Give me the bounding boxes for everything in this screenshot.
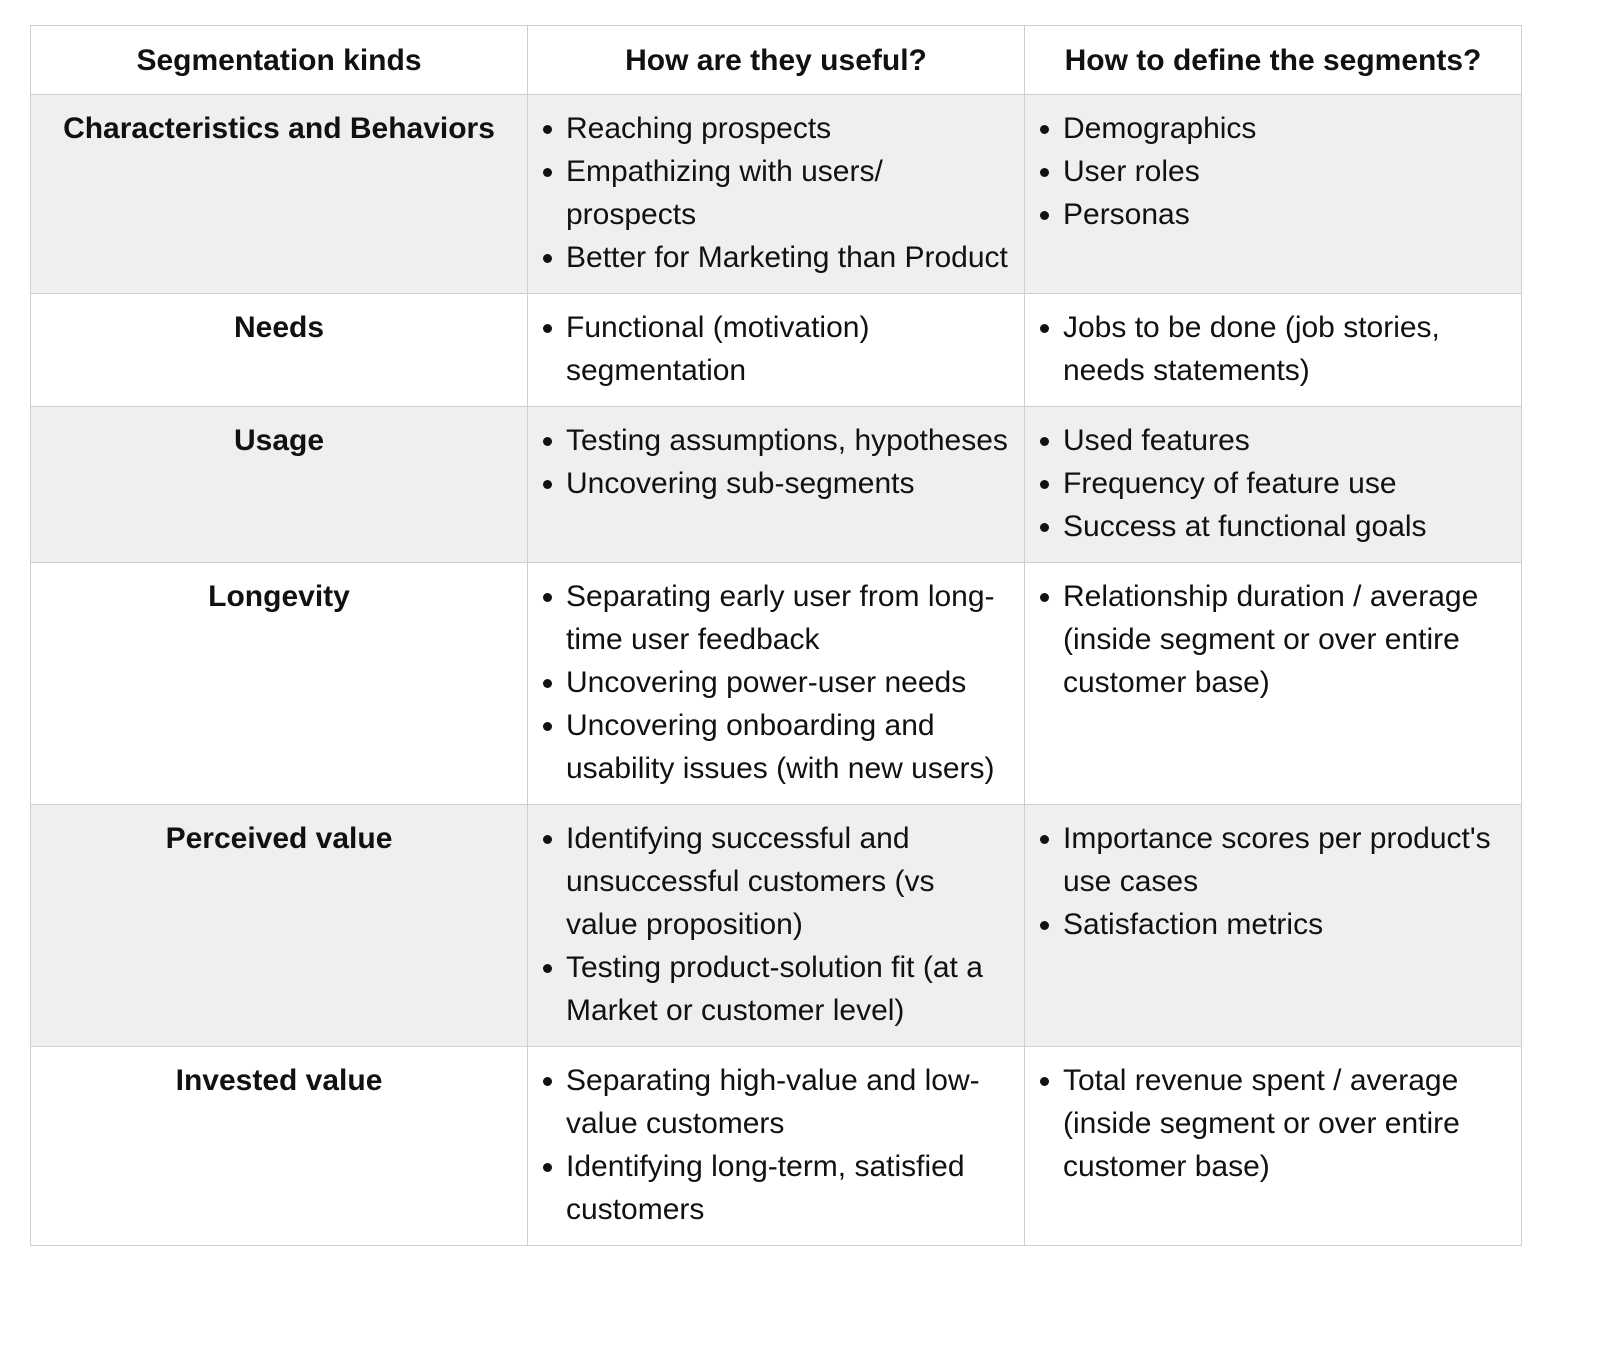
list-item: Total revenue spent / average (inside segment or over entire customer base) bbox=[1035, 1059, 1511, 1188]
list-item: Functional (motivation) segmentation bbox=[538, 306, 1014, 392]
useful-list bbox=[538, 419, 1014, 505]
segmentation-table-container bbox=[30, 25, 1521, 1246]
define-list bbox=[1035, 575, 1511, 704]
list-item: Reaching prospects bbox=[538, 107, 1014, 150]
list-item: Satisfaction metrics bbox=[1035, 903, 1511, 946]
header-how-useful: How are they useful? bbox=[528, 26, 1025, 95]
list-item: Importance scores per product's use cases bbox=[1035, 817, 1511, 903]
table-row bbox=[31, 407, 1522, 563]
useful-cell bbox=[528, 294, 1025, 407]
useful-list bbox=[538, 575, 1014, 790]
header-segmentation-kinds: Segmentation kinds bbox=[31, 26, 528, 95]
define-list bbox=[1035, 1059, 1511, 1188]
list-item: Demographics bbox=[1035, 107, 1511, 150]
define-list bbox=[1035, 107, 1511, 236]
list-item: Testing assumptions, hypotheses bbox=[538, 419, 1014, 462]
define-cell bbox=[1025, 95, 1522, 294]
list-item: Success at functional goals bbox=[1035, 505, 1511, 548]
list-item: Testing product-solution fit (at a Market or customer level) bbox=[538, 946, 1014, 1032]
define-cell bbox=[1025, 563, 1522, 805]
useful-list bbox=[538, 817, 1014, 1032]
list-item: Empathizing with users/ prospects bbox=[538, 150, 1014, 236]
header-row bbox=[31, 26, 1522, 95]
list-item: Separating high-value and low-value customers bbox=[538, 1059, 1014, 1145]
list-item: Separating early user from long-time user feedback bbox=[538, 575, 1014, 661]
useful-cell bbox=[528, 805, 1025, 1047]
table-row bbox=[31, 1047, 1522, 1246]
list-item: Uncovering sub-segments bbox=[538, 462, 1014, 505]
list-item: Personas bbox=[1035, 193, 1511, 236]
list-item: Uncovering onboarding and usability issues (with new users) bbox=[538, 704, 1014, 790]
list-item: Relationship duration / average (inside segment or over entire customer base) bbox=[1035, 575, 1511, 704]
list-item: Identifying long-term, satisfied customers bbox=[538, 1145, 1014, 1231]
segment-kind: Invested value bbox=[31, 1047, 528, 1246]
segmentation-table bbox=[30, 25, 1522, 1246]
useful-list bbox=[538, 107, 1014, 279]
list-item: Frequency of feature use bbox=[1035, 462, 1511, 505]
list-item: Jobs to be done (job stories, needs statements) bbox=[1035, 306, 1511, 392]
table-row bbox=[31, 563, 1522, 805]
segment-kind: Needs bbox=[31, 294, 528, 407]
list-item: User roles bbox=[1035, 150, 1511, 193]
list-item: Identifying successful and unsuccessful customers (vs value proposition) bbox=[538, 817, 1014, 946]
define-cell bbox=[1025, 294, 1522, 407]
define-cell bbox=[1025, 805, 1522, 1047]
useful-cell bbox=[528, 563, 1025, 805]
useful-list bbox=[538, 1059, 1014, 1231]
segment-kind: Perceived value bbox=[31, 805, 528, 1047]
table-row bbox=[31, 95, 1522, 294]
define-list bbox=[1035, 306, 1511, 392]
define-cell bbox=[1025, 407, 1522, 563]
header-how-to-define: How to define the segments? bbox=[1025, 26, 1522, 95]
table-row bbox=[31, 805, 1522, 1047]
define-list bbox=[1035, 817, 1511, 946]
segment-kind: Usage bbox=[31, 407, 528, 563]
define-cell bbox=[1025, 1047, 1522, 1246]
useful-list bbox=[538, 306, 1014, 392]
list-item: Uncovering power-user needs bbox=[538, 661, 1014, 704]
define-list bbox=[1035, 419, 1511, 548]
segment-kind: Longevity bbox=[31, 563, 528, 805]
useful-cell bbox=[528, 1047, 1025, 1246]
useful-cell bbox=[528, 95, 1025, 294]
list-item: Used features bbox=[1035, 419, 1511, 462]
table-row bbox=[31, 294, 1522, 407]
list-item: Better for Marketing than Product bbox=[538, 236, 1014, 279]
useful-cell bbox=[528, 407, 1025, 563]
segment-kind: Characteristics and Behaviors bbox=[31, 95, 528, 294]
